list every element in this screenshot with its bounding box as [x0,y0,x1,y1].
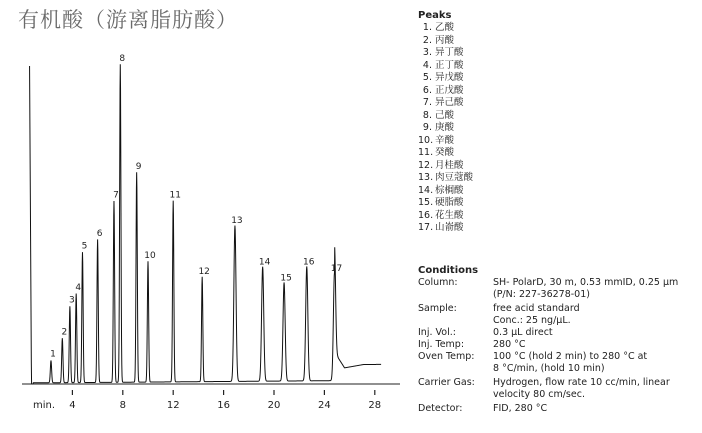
condition-detector [418,403,700,415]
condition-sample [418,303,700,315]
peak-number: 14. [418,184,434,196]
condition-inj-vol [418,327,700,339]
peak-name: 丙酸 [435,34,455,46]
x-tick-label: 4 [69,400,76,411]
peak-name: 癸酸 [435,147,455,158]
peak-label: 7 [113,190,119,201]
condition-label: Carrier Gas: [418,377,475,388]
peak-name: 异丁酸 [435,47,464,58]
condition-column [418,277,700,289]
peak-list-item [418,160,698,173]
x-tick-label: 24 [318,400,331,411]
peak-label: 12 [198,267,210,278]
condition-oven-temp [418,351,700,363]
peak-number: 5. [422,72,432,83]
condition-value: SH- PolarD, 30 m, 0.53 mmID, 0.25 µm [493,277,679,288]
condition-value: (P/N: 227-36278-01) [493,289,590,300]
peaks-panel [418,10,698,235]
conditions-heading: Conditions [418,265,479,276]
condition-value: Conc.: 25 ng/µL. [493,315,571,326]
peak-label: 13 [231,216,243,227]
peak-list-item [418,172,698,185]
condition-label: Sample: [418,303,457,314]
peak-number: 11. [418,147,434,158]
peak-label: 6 [96,228,103,239]
condition-label: Detector: [418,403,463,414]
peak-name: 硬脂酸 [435,197,464,208]
peak-label: 14 [258,257,271,268]
peak-list-item [418,97,698,110]
peak-label: 2 [61,327,68,338]
peak-list-item [418,135,698,148]
peak-name: 正丁酸 [435,59,464,71]
condition-sample-cont [418,315,700,327]
condition-label: Oven Temp: [418,351,475,362]
peak-list-item [418,22,698,35]
peak-list-item [418,110,698,123]
x-tick-label: 16 [217,400,230,411]
chart-title: 有机酸（游离脂肪酸） [18,8,238,32]
x-tick-label: 28 [368,400,382,411]
peak-number: 8. [422,109,432,121]
condition-value: 8 °C/min, (hold 10 min) [493,363,605,374]
peak-label: 3 [69,295,75,306]
peak-label: 11 [169,190,181,201]
peak-list-item [418,222,698,235]
condition-value: FID, 280 °C [493,403,548,414]
peak-label: 17 [330,263,343,274]
peak-label: 9 [135,162,142,173]
condition-value: 280 °C [493,339,526,350]
peak-list-item [418,47,698,60]
peak-name: 异戊酸 [435,72,464,83]
peak-name: 正戊酸 [435,84,464,96]
peak-number: 1. [422,22,432,33]
peak-number: 13. [418,172,434,183]
condition-label: Inj. Vol.: [418,327,456,338]
peak-list-item [418,85,698,98]
peak-name: 肉豆蔻酸 [435,172,474,183]
peak-label: 4 [75,282,82,293]
x-tick-label: 8 [119,400,126,411]
peak-name: 乙酸 [435,22,455,33]
x-axis-label: min. [32,400,56,411]
peak-number: 17. [418,222,434,233]
peak-list-item [418,72,698,85]
peak-list-item [418,122,698,135]
peak-list-item [418,147,698,160]
peak-number: 12. [418,159,434,171]
peak-number: 2. [422,34,432,46]
condition-carrier-gas [418,377,700,389]
x-tick-label: 20 [267,400,281,411]
condition-value: free acid standard [493,303,580,314]
peak-label: 15 [280,273,292,284]
peak-labels [50,54,342,360]
conditions-panel [418,265,700,415]
peak-label: 8 [119,54,126,64]
condition-value: velocity 80 cm/sec. [493,389,585,400]
condition-spacer [418,315,493,327]
peak-name: 己酸 [435,109,455,121]
peak-name: 庚酸 [435,122,455,133]
peak-name: 花生酸 [435,209,464,221]
peak-list-item [418,60,698,73]
peak-list-item [418,210,698,223]
condition-spacer [418,363,493,375]
chromatogram-trace [30,64,382,384]
peak-label: 10 [144,251,156,262]
peak-number: 7. [422,97,432,108]
peak-number: 16. [418,209,434,221]
peak-name: 异己酸 [435,97,464,108]
peak-label: 1 [50,349,56,360]
peak-number: 15. [418,197,434,208]
x-axis-ticks [69,390,381,411]
peak-list-item [418,185,698,198]
peak-list-item [418,197,698,210]
peak-number: 9. [422,122,432,133]
peak-number: 3. [422,47,432,58]
peak-list [418,22,698,235]
condition-column-cont [418,289,700,301]
condition-label: Column: [418,277,458,288]
peak-label: 16 [303,257,315,268]
peak-number: 6. [422,84,432,96]
peak-label: 5 [81,241,88,252]
condition-spacer [418,389,493,401]
peak-number: 10. [418,134,434,146]
peak-name: 棕榈酸 [435,184,464,196]
condition-value: 0.3 µL direct [493,327,553,338]
peaks-heading: Peaks [418,10,452,21]
peak-name: 月桂酸 [435,159,464,171]
peak-name: 山嵛酸 [435,222,464,233]
peak-name: 辛酸 [435,134,455,146]
condition-value: Hydrogen, flow rate 10 cc/min, linear [493,377,670,388]
condition-oven-temp-cont [418,363,700,375]
condition-value: 100 °C (hold 2 min) to 280 °C at [493,351,648,362]
condition-label: Inj. Temp: [418,339,465,350]
x-tick-label: 12 [166,400,180,411]
peak-list-item [418,35,698,48]
condition-spacer [418,289,493,301]
condition-inj-temp [418,339,700,351]
peak-number: 4. [422,59,432,71]
condition-carrier-gas-cont [418,389,700,401]
